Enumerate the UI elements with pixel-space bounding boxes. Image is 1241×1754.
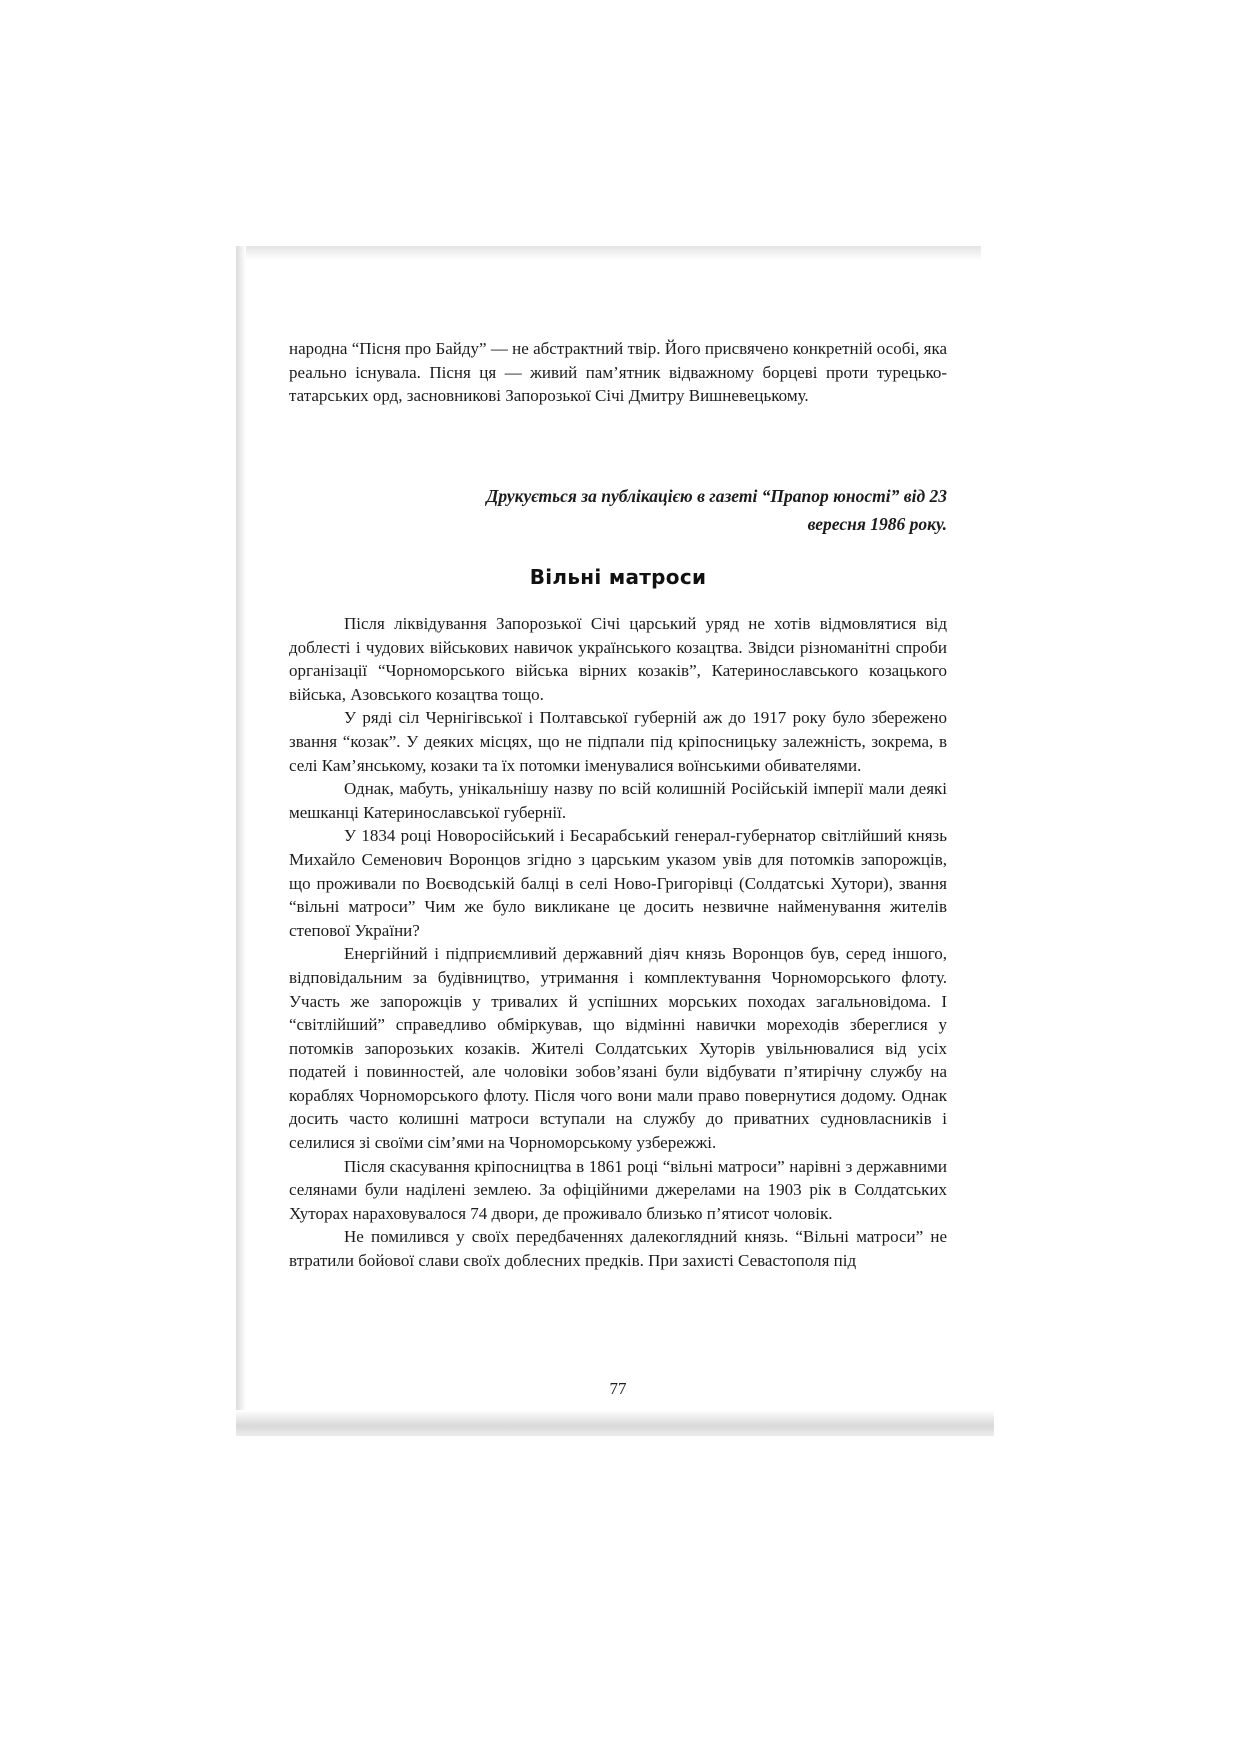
source-note-line-1: Друкується за публікацією в газеті “Прапор юності” від 23 <box>486 486 947 506</box>
scan-shadow-left <box>236 246 246 1416</box>
article-body <box>289 612 947 1273</box>
scan-shadow-top <box>236 246 981 260</box>
body-paragraph: Після скасування кріпосництва в 1861 році “вільні матроси” нарівні з державними селянами були наділені землею. За офіційними джерелами на 1903 рік в Солдатських Хуторах нараховувалося 74 двори, де проживало близько п’ятисот чоловік. <box>289 1156 947 1223</box>
body-paragraph: Однак, мабуть, унікальнішу назву по всій колишній Російській імперії мали деякі мешканці Катеринославської губернії. <box>289 779 947 822</box>
article-title: Вільні матроси <box>529 565 707 589</box>
body-paragraph: Енергійний і підприємливий державний діяч князь Воронцов був, серед іншого, відповідальним за будівництво, утримання і комплектування Чорноморського флоту. Участь же запорожців у тривалих й успішних морських походах загальновідома. І “світлійший” справедливо обміркував, що відмінні навички мореходів збереглися у потомків запорозьких козаків. Жителі Солдатських Хуторів увільнювалися від усіх податей і повинностей, але чоловіки зобов’язані були відбувати п’ятирічну службу на кораблях Чорноморського флоту. Після чого вони мали право повернутися додому. Однак досить часто колишні матроси вступали на службу до приватних судновласників і селилися зі своїми сім’ями на Чорноморському узбережжі. <box>289 944 947 1153</box>
source-note <box>380 482 947 538</box>
intro-paragraph: народна “Пісня про Байду” — не абстрактний твір. Його присвячено конкретній особі, яка реально існувала. Пісня ця — живий пам’ятник відважному борцеві проти турецько-татарських орд, засновникові Запорозької Січі Дмитру Вишневецькому. <box>289 339 947 406</box>
body-paragraph: Після ліквідування Запорозької Січі царський уряд не хотів відмовлятися від доблесті і чудових військових навичок українського козацтва. Звідси різноманітні спроби організації “Чорноморського війська вірних козаків”, Катеринославського козацького війська, Азовського козацтва тощо. <box>289 614 947 704</box>
page-number: 77 <box>609 1379 627 1398</box>
source-note-line-2: вересня 1986 року. <box>807 514 947 534</box>
body-paragraph: У 1834 році Новоросійський і Бесарабський генерал-губернатор світлійший князь Михайло Семенович Воронцов згідно з царським указом увів для потомків запорожців, що проживали по Воєводській балці в селі Ново-Григорівці (Солдатські Хутори), звання “вільні матроси” Чим же було викликане це досить незвичне найменування жителів степової України? <box>289 826 947 940</box>
body-paragraph: У ряді сіл Чернігівської і Полтавської губерній аж до 1917 року було збережено звання “козак”. У деяких місцях, що не підпали під кріпосницьку залежність, зокрема, в селі Кам’янському, козаки та їх потомки іменувалися воїнськими обивателями. <box>289 708 947 775</box>
body-paragraph: Не помилився у своїх передбаченнях далекоглядний князь. “Вільні матроси” не втратили бойової слави своїх доблесних предків. При захисті Севастополя під <box>289 1227 947 1271</box>
intro-paragraph-block <box>289 337 947 408</box>
scan-shadow-bottom <box>236 1410 994 1436</box>
